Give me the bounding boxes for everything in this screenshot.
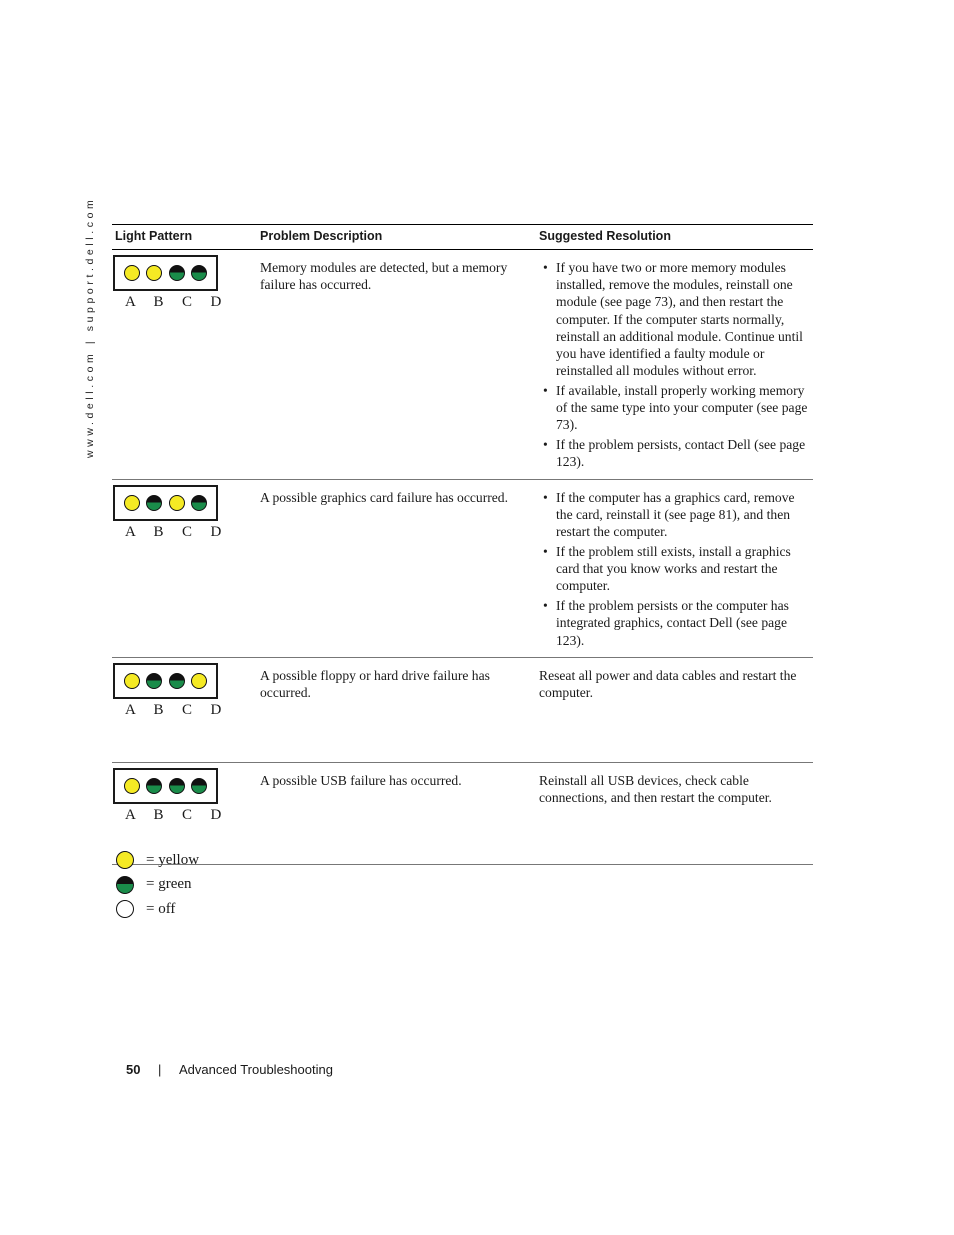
table-row xyxy=(112,658,813,763)
resolution-item: • If the problem still exists, install a graphics card that you know works and restart the computer. xyxy=(539,543,809,595)
light-letter: D xyxy=(210,523,222,540)
light-letter: A xyxy=(125,807,136,824)
diagnostic-light-c xyxy=(169,673,185,689)
light-pattern-cell xyxy=(112,658,254,763)
table-row xyxy=(112,763,813,865)
diagnostic-light-b xyxy=(146,673,162,689)
legend-item-green xyxy=(116,873,199,898)
light-letter: C xyxy=(182,523,193,540)
diagnostic-light-a xyxy=(124,673,140,689)
green-light-icon xyxy=(116,876,134,894)
table-row xyxy=(112,479,813,657)
legend-label: = yellow xyxy=(146,851,200,868)
footer-separator: | xyxy=(158,1062,162,1077)
diagnostic-light-a xyxy=(124,265,140,281)
light-letter: D xyxy=(210,702,222,719)
light-letter: C xyxy=(182,807,193,824)
light-letter: B xyxy=(153,702,164,719)
problem-description: A possible floppy or hard drive failure has occurred. xyxy=(254,658,535,763)
diagnostic-light-c xyxy=(169,778,185,794)
light-letter: A xyxy=(125,702,136,719)
legend-label: = green xyxy=(146,876,192,893)
light-pattern xyxy=(113,485,218,521)
light-letter: B xyxy=(153,294,164,310)
diagnostic-light-c xyxy=(169,265,185,281)
light-letter: A xyxy=(125,523,136,540)
diagnostic-light-d xyxy=(191,673,207,689)
page-content xyxy=(112,224,813,865)
page-footer xyxy=(126,1062,333,1077)
problem-description: A possible graphics card failure has occurred. xyxy=(254,479,535,657)
diagnostic-light-c xyxy=(169,495,185,511)
section-title: Advanced Troubleshooting xyxy=(179,1062,333,1077)
suggested-resolution xyxy=(535,250,813,480)
resolution-item: • If you have two or more memory modules installed, remove the modules, reinstall one module (see page 73), and then restart the computer. If the computer starts normally, reinstall an additional module. Continue until you have identified a faulty module or reinstalled all modules without error. xyxy=(539,259,809,379)
diagnostic-light-b xyxy=(146,495,162,511)
light-pattern xyxy=(113,255,218,291)
light-letters xyxy=(122,807,254,824)
suggested-resolution xyxy=(535,479,813,657)
light-pattern xyxy=(113,768,218,804)
table-header-row xyxy=(112,225,813,250)
diagnostic-light-b xyxy=(146,778,162,794)
light-letters xyxy=(122,702,254,719)
resolution-item: • If available, install properly working memory of the same type into your computer (see page 73). xyxy=(539,382,809,434)
side-url: www.dell.com | support.dell.com xyxy=(84,196,96,458)
diagnostic-light-b xyxy=(146,265,162,281)
resolution-item: • If the problem persists, contact Dell (see page 123). xyxy=(539,436,809,470)
light-letter: A xyxy=(125,294,136,310)
legend-label: = off xyxy=(146,900,176,917)
header-suggested-resolution: Suggested Resolution xyxy=(535,225,813,250)
light-pattern-cell xyxy=(112,250,254,480)
resolution-list xyxy=(539,489,809,649)
light-letter: C xyxy=(182,702,193,719)
light-legend xyxy=(116,848,199,922)
diagnostic-light-d xyxy=(191,265,207,281)
light-letter: B xyxy=(153,807,164,824)
diagnostic-light-d xyxy=(191,778,207,794)
page-number: 50 xyxy=(126,1062,141,1077)
off-light-icon xyxy=(116,900,134,918)
diagnostic-light-a xyxy=(124,495,140,511)
problem-description: Memory modules are detected, but a memory failure has occurred. xyxy=(254,250,535,480)
suggested-resolution: Reseat all power and data cables and restart the computer. xyxy=(535,658,813,763)
light-letter: D xyxy=(210,294,222,310)
light-pattern-cell xyxy=(112,479,254,657)
diagnostic-light-d xyxy=(191,495,207,511)
light-letters xyxy=(122,294,254,311)
yellow-light-icon xyxy=(116,851,134,869)
diagnostic-light-a xyxy=(124,778,140,794)
resolution-item: • If the problem persists or the computer has integrated graphics, contact Dell (see page 123). xyxy=(539,597,809,649)
header-problem-description: Problem Description xyxy=(254,225,535,250)
diagnostic-lights-table xyxy=(112,224,813,865)
light-letter: B xyxy=(153,523,164,540)
light-letter: D xyxy=(210,807,222,824)
legend-item-yellow xyxy=(116,848,199,873)
resolution-list xyxy=(539,259,809,470)
problem-description: A possible USB failure has occurred. xyxy=(254,763,535,865)
header-light-pattern: Light Pattern xyxy=(112,225,254,250)
resolution-item: • If the computer has a graphics card, remove the card, reinstall it (see page 81), and then restart the computer. xyxy=(539,489,809,541)
light-letters xyxy=(122,524,254,541)
suggested-resolution: Reinstall all USB devices, check cable connections, and then restart the computer. xyxy=(535,763,813,865)
light-pattern xyxy=(113,663,218,699)
light-letter: C xyxy=(182,294,193,310)
table-row xyxy=(112,250,813,480)
legend-item-off xyxy=(116,897,199,922)
